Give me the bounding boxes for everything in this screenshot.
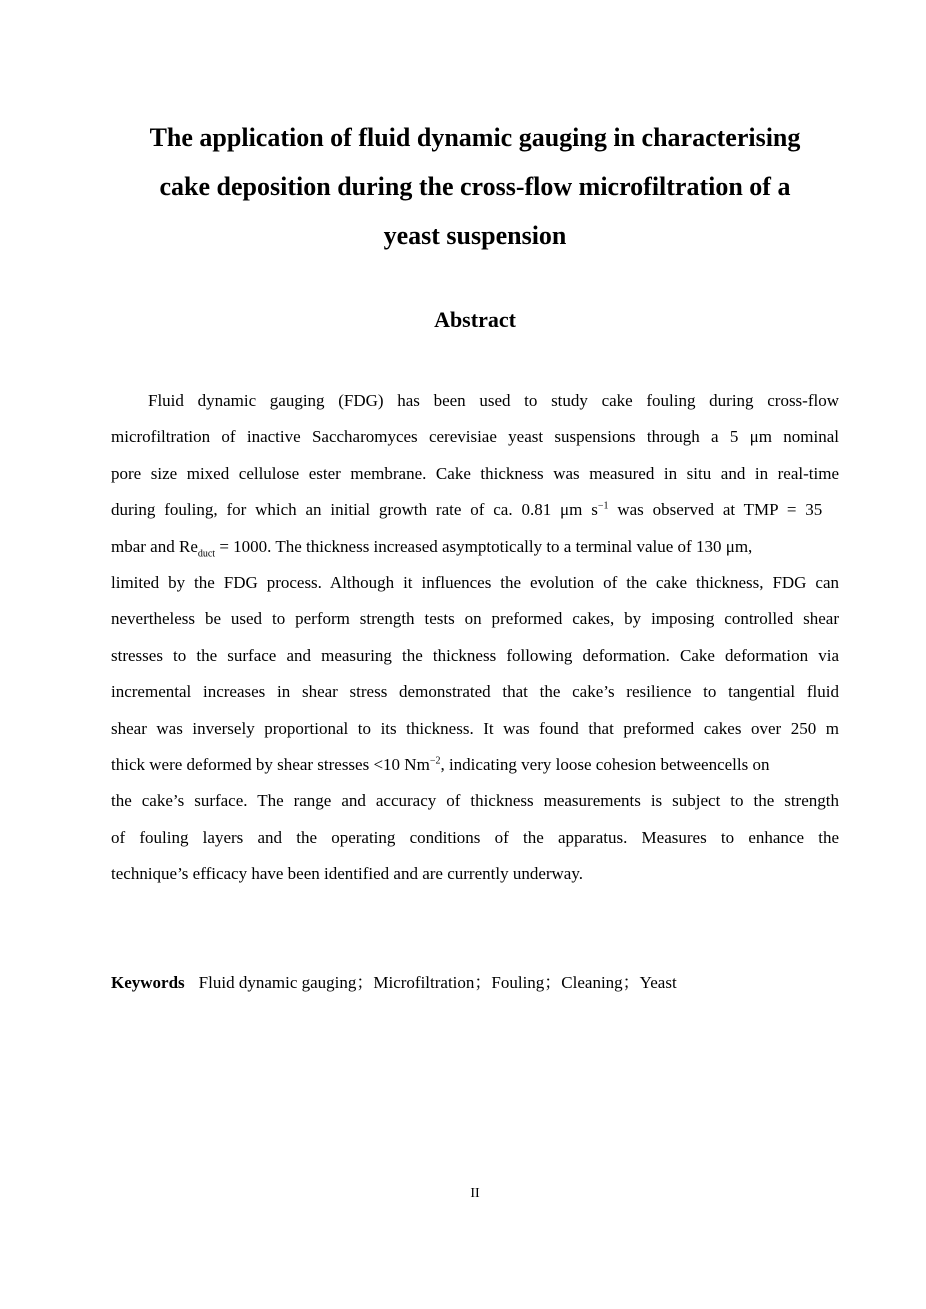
title-line-2: cake deposition during the cross-flow microfiltration of a [159, 172, 791, 201]
document-title [100, 113, 850, 260]
abstract-line: stresses to the surface and measuring the thickness following deformation. Cake deformation via [111, 645, 839, 665]
title-line-3: yeast suspension [383, 221, 567, 250]
abstract-line: of fouling layers and the operating conditions of the apparatus. Measures to enhance the [111, 827, 839, 847]
abstract-text: thick were deformed by shear stresses <10 Nm [111, 754, 430, 774]
abstract-line [111, 492, 839, 528]
abstract-line: microfiltration of inactive Saccharomyces cerevisiae yeast suspensions through a 5 μm nominal [111, 427, 839, 447]
abstract-line: Fluid dynamic gauging (FDG) has been used to study cake fouling during cross-flow [148, 391, 839, 410]
abstract-line [111, 529, 839, 565]
abstract-text: mbar and Re [111, 536, 198, 556]
abstract-heading: Abstract [434, 307, 516, 332]
abstract-text: , indicating very loose cohesion betweencells on [440, 754, 770, 774]
abstract-line: limited by the FDG process. Although it influences the evolution of the cake thickness, FDG can [111, 572, 839, 592]
abstract-line: shear was inversely proportional to its thickness. It was found that preformed cakes over 250 m [111, 718, 839, 738]
superscript: −1 [597, 500, 609, 512]
abstract-text: during fouling, for which an initial growth rate of ca. 0.81 μm s [111, 500, 598, 520]
superscript: −2 [429, 755, 441, 767]
subscript: duct [197, 547, 216, 559]
abstract-line: pore size mixed cellulose ester membrane. Cake thickness was measured in situ and in real-time [111, 463, 839, 483]
abstract-line: the cake’s surface. The range and accuracy of thickness measurements is subject to the strength [111, 791, 839, 811]
abstract-line: nevertheless be used to perform strength tests on preformed cakes, by imposing controlled shear [111, 609, 839, 629]
abstract-line: technique’s efficacy have been identified and are currently underway. [111, 864, 583, 884]
abstract-body [111, 383, 839, 892]
abstract-text: was observed at TMP = 35 [608, 500, 823, 520]
keywords-list: Fluid dynamic gauging；Microfiltration；Fouling；Cleaning；Yeast [198, 973, 677, 992]
abstract-text: = 1000. The thickness increased asymptotically to a terminal value of 130 μm, [215, 536, 753, 556]
keywords-label: Keywords [111, 973, 185, 992]
keywords [111, 968, 677, 998]
abstract-line: incremental increases in shear stress demonstrated that the cake’s resilience to tangential fluid [111, 682, 839, 702]
abstract-line [111, 747, 839, 783]
title-line-1: The application of fluid dynamic gauging in characterising [149, 123, 801, 152]
page-number: II [470, 1186, 480, 1201]
